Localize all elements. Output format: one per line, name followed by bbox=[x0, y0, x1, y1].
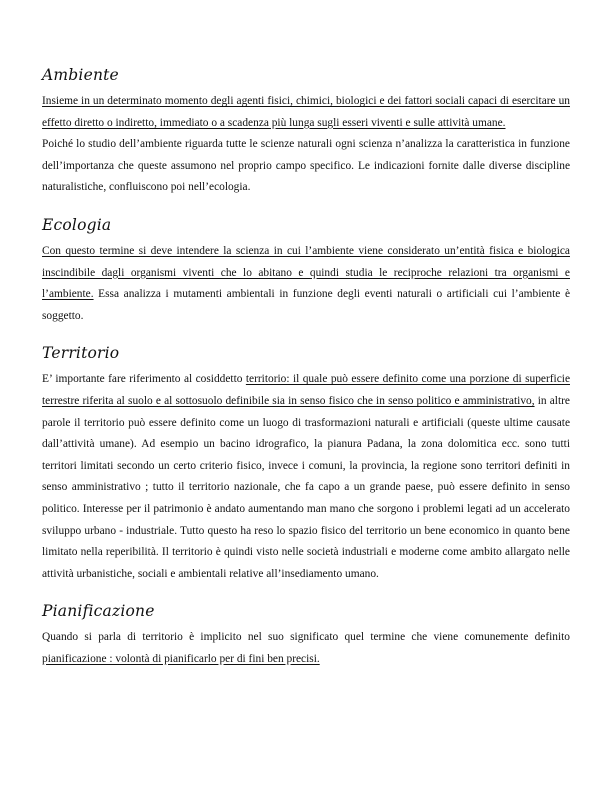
section-ecologia bbox=[42, 214, 570, 327]
section-title-ambiente: Ambiente bbox=[42, 66, 119, 84]
document-page bbox=[42, 64, 570, 670]
section-title-territorio: Territorio bbox=[42, 344, 120, 363]
section-pianificazione bbox=[42, 600, 570, 670]
underlined-definition: territorio: il quale può essere definito come una porzione di superficie terrestre riferita al suolo e al sottosuolo definibile sia in senso fisico che in senso politico e amministrativo, bbox=[42, 373, 570, 407]
paragraph-ecologia bbox=[42, 241, 570, 327]
paragraph-ambiente-study: Poiché lo studio dell’ambiente riguarda tutte le scienze naturali ogni scienza n’analizza la caratteristica in funzione dell’importanza che queste assumono nel proprio campo specifico. Le indicazioni fornite dalle diverse discipline naturalistiche, confluiscono poi nell’ecologia. bbox=[42, 138, 570, 194]
paragraph-text: in altre parole il territorio può essere definito come un luogo di trasformazioni naturali e artificiali (queste ultime causate dall’attività umane). Ad esempio un bacino idrografico, la pianura Padana, la zona dolomitica ecc. sono tutti territori limitati secondo un certo criterio fisico, invece i comuni, la provincia, la regione sono territori definiti in senso amministrativo ; tutto il territorio nazionale, che fa capo a un grande paese, può essere definito in senso politico. Interesse per il patrimonio è andato aumentando man mano che sorgono i problemi legati ad un accelerato sviluppo urbano - industriale. Tutto questo ha reso lo spazio fisico del territorio un bene economico in quanto bene limitato nella reperibilità. Il territorio è quindi visto nelle società industriali e moderne come ambito allargato nelle attività urbanistiche, sociali e ambientali relative all’insediamento umano. bbox=[42, 394, 570, 580]
paragraph-ambiente-definition bbox=[42, 91, 570, 134]
paragraph-territorio bbox=[42, 369, 570, 585]
underlined-definition: Con questo termine si deve intendere la scienza in cui l’ambiente viene considerato un’entità fisica e biologica inscindibile dagli organismi viventi che lo abitano e quindi studia le reciproche relazioni tra organismi e l’ambiente. bbox=[42, 244, 570, 301]
paragraph-text: Essa analizza i mutamenti ambientali in funzione degli eventi naturali o artificiali cui l’ambiente è soggetto. bbox=[42, 288, 570, 322]
section-title-pianificazione: Pianificazione bbox=[42, 602, 155, 621]
section-territorio bbox=[42, 342, 570, 585]
underlined-definition: Insieme in un determinato momento degli agenti fisici, chimici, biologici e dei fattori sociali capaci di esercitare un effetto diretto o indiretto, immediato o a scadenza più lunga sugli esseri viventi e sulle attività umane. bbox=[42, 95, 570, 129]
underlined-definition: pianificazione : volontà di pianificarlo per di fini ben precisi. bbox=[42, 652, 320, 665]
section-ambiente bbox=[42, 64, 570, 199]
section-title-ecologia: Ecologia bbox=[42, 215, 112, 234]
paragraph-pianificazione bbox=[42, 627, 570, 670]
paragraph-text: E’ importante fare riferimento al cosiddetto bbox=[42, 373, 246, 386]
paragraph-text: Quando si parla di territorio è implicito nel suo significato quel termine che viene comunemente definito bbox=[42, 631, 570, 644]
